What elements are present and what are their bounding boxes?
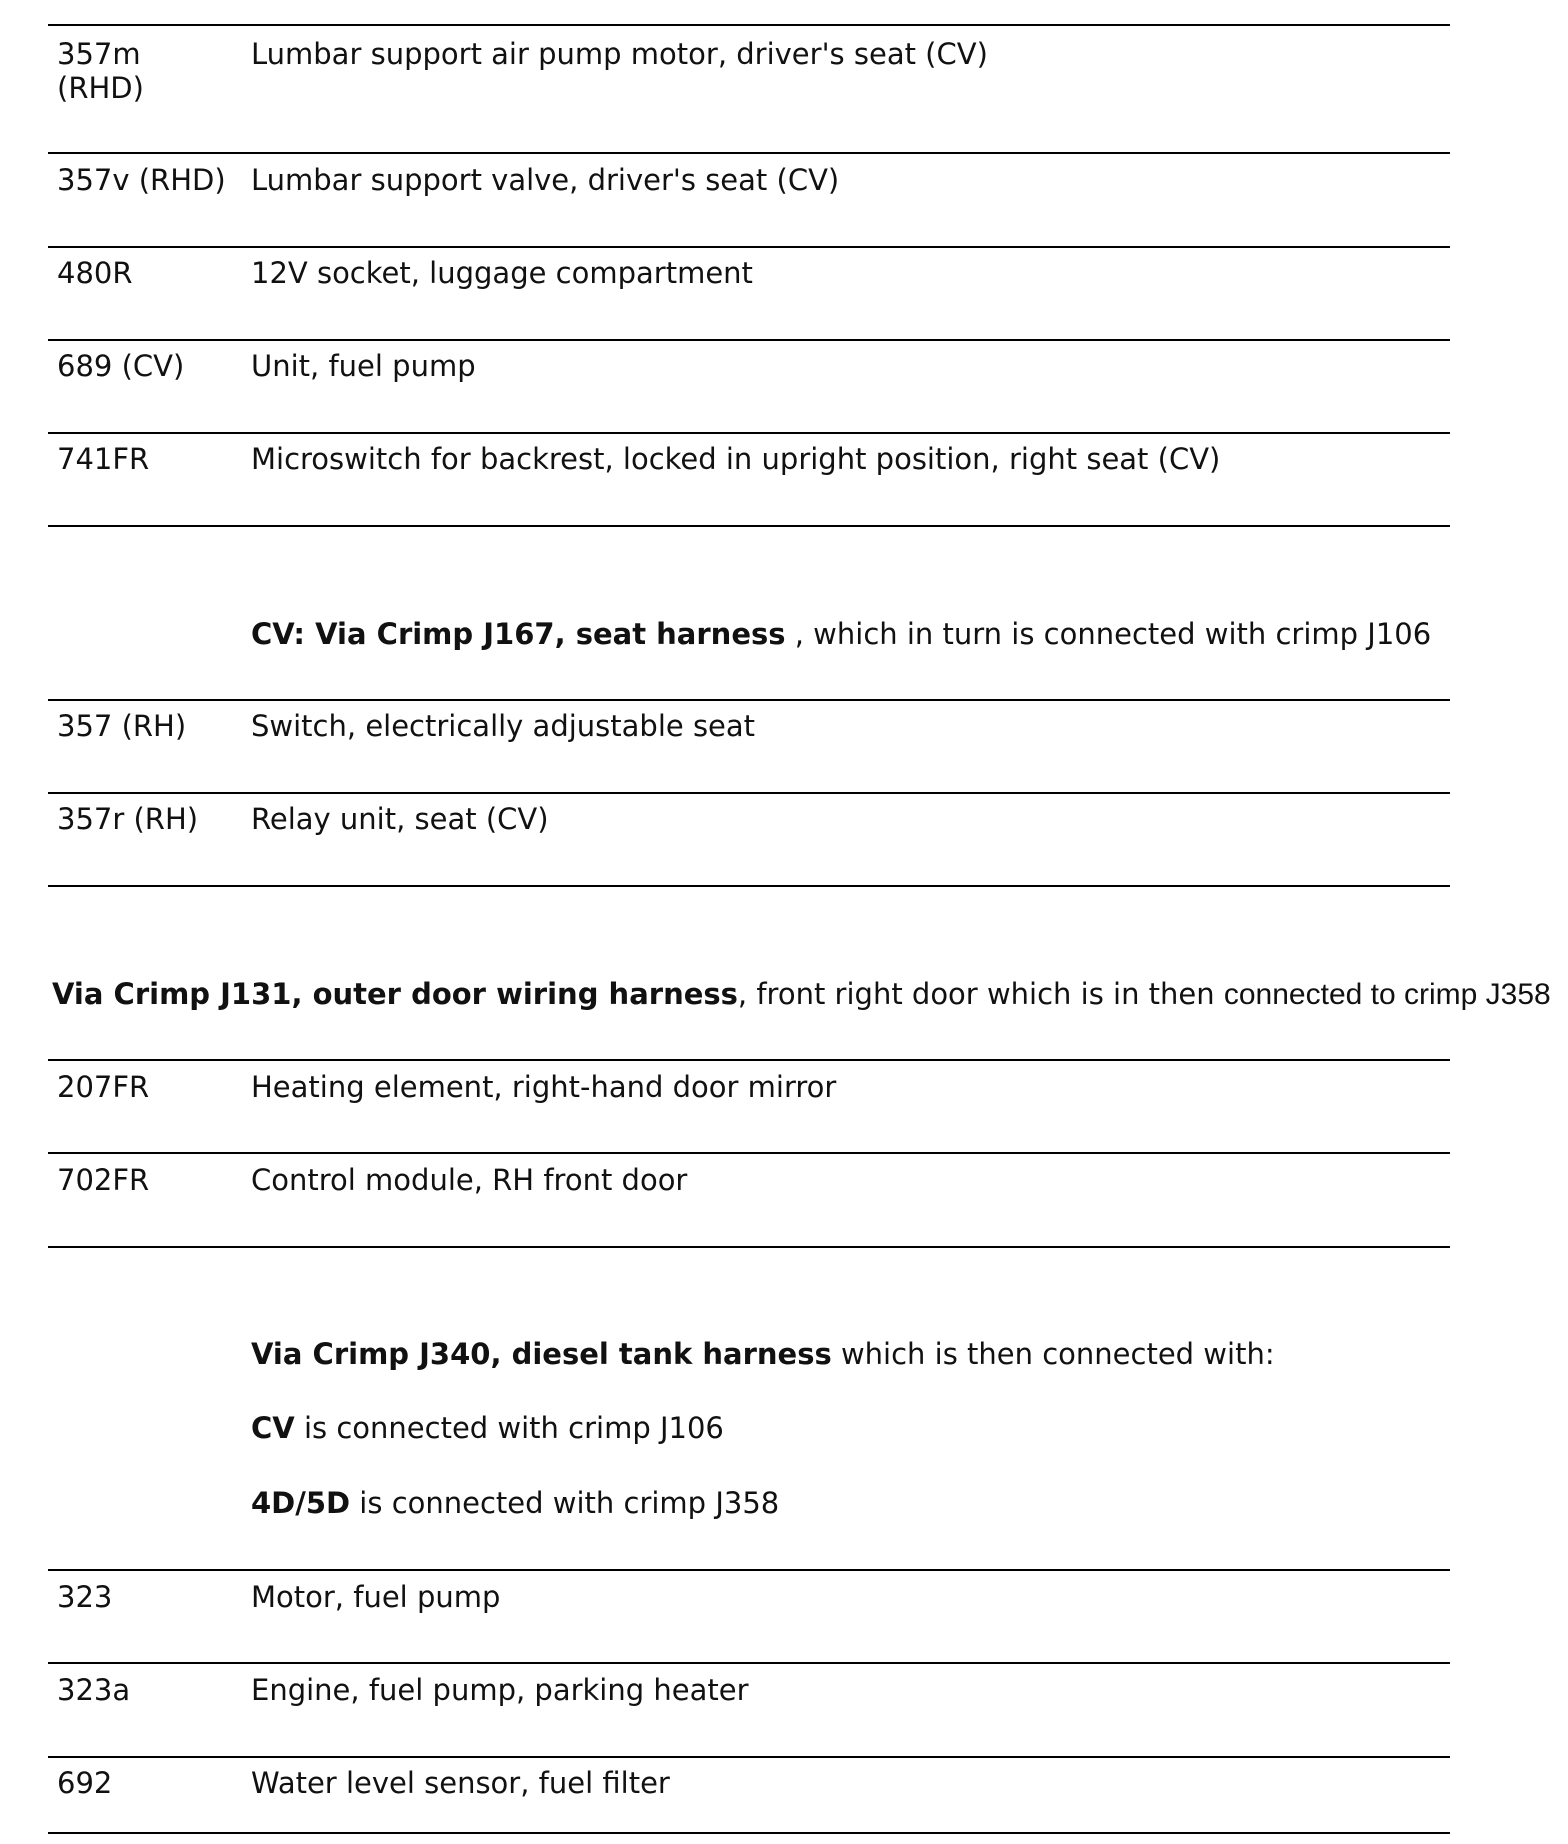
component-description: Lumbar support air pump motor, driver's seat (CV) — [251, 37, 988, 71]
table-rule — [48, 339, 1450, 341]
component-description: Heating element, right-hand door mirror — [251, 1070, 837, 1104]
table-rule — [48, 792, 1450, 794]
crimp-note — [251, 1337, 1275, 1371]
table-rule — [48, 699, 1450, 701]
component-code: 692 — [57, 1766, 113, 1800]
table-rule — [48, 246, 1450, 248]
table-rule — [48, 885, 1450, 887]
table-rule — [48, 525, 1450, 527]
crimp-note — [251, 617, 1431, 651]
component-code: 357v (RHD) — [57, 163, 226, 197]
table-rule — [48, 1756, 1450, 1758]
component-description: Water level sensor, fuel filter — [251, 1766, 670, 1800]
component-description: Engine, fuel pump, parking heater — [251, 1673, 749, 1707]
crimp-note-text: is connected with crimp J106 — [294, 1411, 724, 1445]
component-description: Unit, fuel pump — [251, 349, 476, 383]
crimp-note-bold: Via Crimp J340, diesel tank harness — [251, 1337, 832, 1371]
table-rule — [48, 1662, 1450, 1664]
crimp-note-bold: CV: Via Crimp J167, seat harness — [251, 617, 786, 651]
component-code: 323 — [57, 1580, 113, 1614]
crimp-note-tail: connected to crimp J358 — [1223, 978, 1551, 1011]
table-rule — [48, 1569, 1450, 1571]
component-code: 702FR — [57, 1163, 150, 1197]
table-rule — [48, 1832, 1450, 1834]
component-code: 357m (RHD) — [57, 37, 144, 105]
crimp-note-text: , front right door which is in then — [737, 977, 1224, 1011]
table-rule — [48, 1246, 1450, 1248]
component-code: 357 (RH) — [57, 709, 187, 743]
crimp-note-bold: Via Crimp J131, outer door wiring harness — [52, 977, 738, 1011]
component-code: 741FR — [57, 442, 150, 476]
component-code: 207FR — [57, 1070, 150, 1104]
crimp-note — [251, 1486, 779, 1520]
component-code: 323a — [57, 1673, 131, 1707]
component-code: 480R — [57, 256, 133, 290]
table-rule — [48, 1152, 1450, 1154]
component-description: Motor, fuel pump — [251, 1580, 501, 1614]
crimp-note — [52, 977, 1551, 1012]
component-description: Control module, RH front door — [251, 1163, 688, 1197]
component-description: Relay unit, seat (CV) — [251, 802, 549, 836]
component-description: Lumbar support valve, driver's seat (CV) — [251, 163, 840, 197]
component-description: Switch, electrically adjustable seat — [251, 709, 756, 743]
component-code: 689 (CV) — [57, 349, 185, 383]
crimp-note-bold: CV — [251, 1411, 295, 1445]
table-rule — [48, 152, 1450, 154]
crimp-note-text: which is then connected with: — [831, 1337, 1275, 1371]
component-description: 12V socket, luggage compartment — [251, 256, 753, 290]
crimp-note-text: , which in turn is connected with crimp J106 — [785, 617, 1432, 651]
table-rule — [48, 24, 1450, 26]
table-rule — [48, 1059, 1450, 1061]
crimp-note-text: is connected with crimp J358 — [350, 1486, 780, 1520]
table-rule — [48, 432, 1450, 434]
component-description: Microswitch for backrest, locked in upright position, right seat (CV) — [251, 442, 1221, 476]
component-code: 357r (RH) — [57, 802, 199, 836]
crimp-note-bold: 4D/5D — [251, 1486, 351, 1520]
crimp-note — [251, 1411, 724, 1445]
